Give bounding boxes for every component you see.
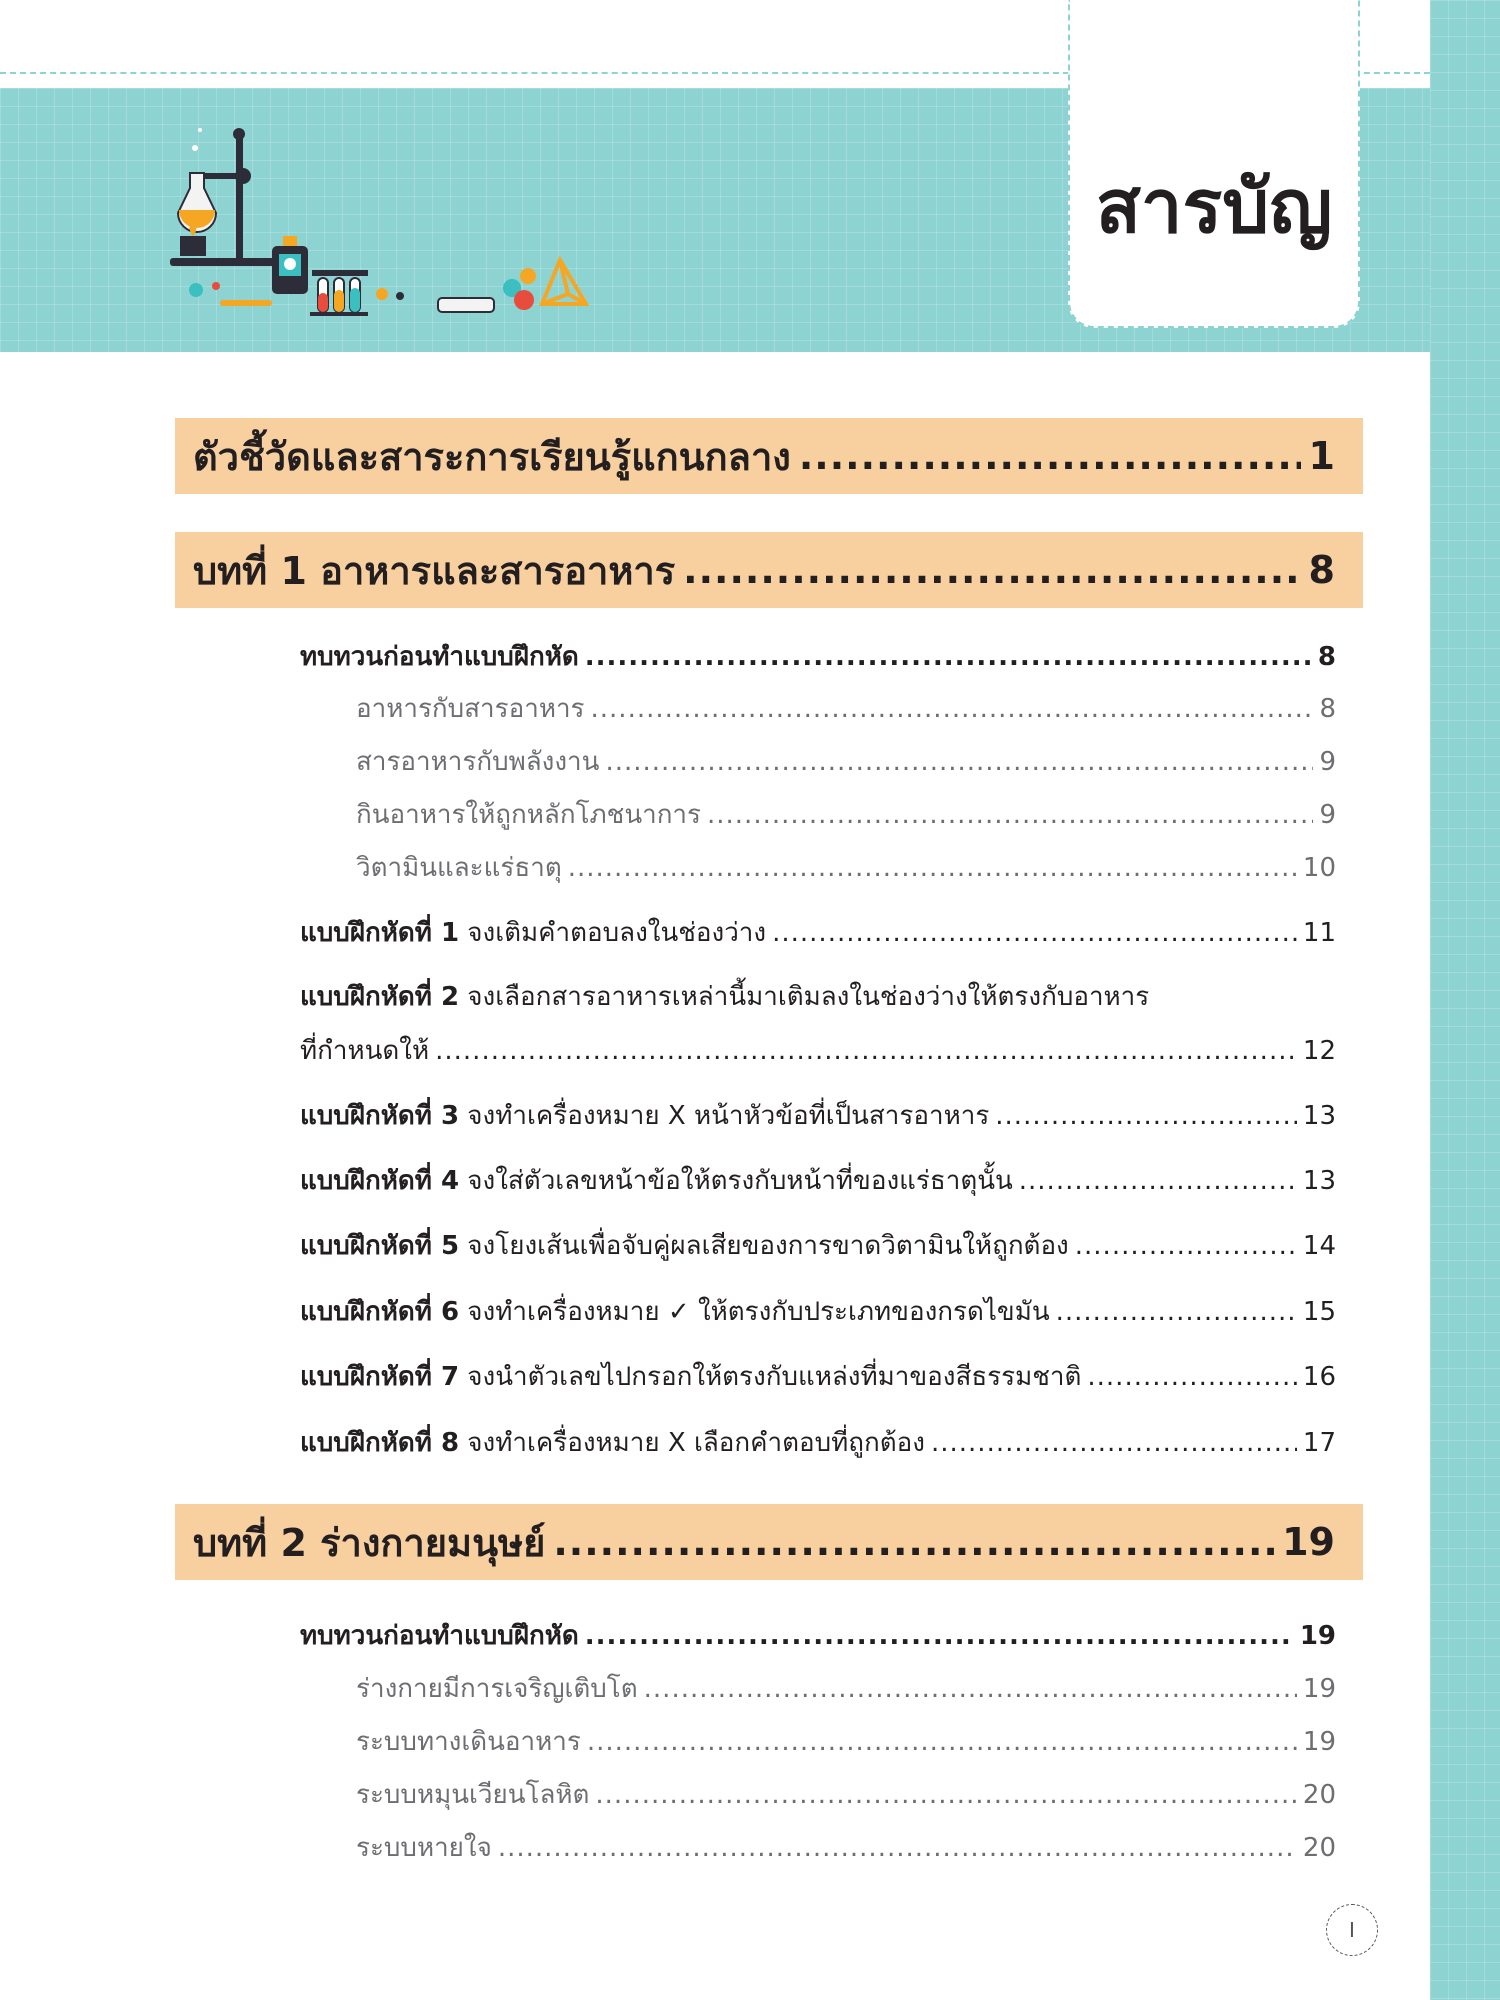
- exercise-label: แบบฝึกหัดที่ 6: [300, 1297, 460, 1327]
- leader-dots: [931, 1428, 1297, 1458]
- exercise-page: 13: [1302, 1166, 1336, 1196]
- exercise-label: แบบฝึกหัดที่ 3: [300, 1101, 460, 1131]
- topic-page: 20: [1302, 1780, 1336, 1810]
- leader-dots: [707, 800, 1313, 830]
- exercise-text: จงทำเครื่องหมาย X หน้าหัวข้อที่เป็นสารอาหาร: [459, 1101, 990, 1131]
- exercise-text: จงนำตัวเลขไปกรอกให้ตรงกับแหล่งที่มาของสีธรรมชาติ: [459, 1362, 1082, 1392]
- leader-dots: [587, 1727, 1297, 1757]
- leader-dots: [772, 918, 1297, 948]
- leader-dots: [591, 694, 1314, 724]
- topic-title: อาหารกับสารอาหาร: [356, 694, 585, 724]
- toc-chapter-1-title: บทที่ 1 อาหารและสารอาหาร: [193, 548, 676, 593]
- topic-page: 9: [1319, 747, 1336, 777]
- leader-dots: [585, 642, 1312, 672]
- leader-dots: [1075, 1231, 1297, 1261]
- page-number: I: [1326, 1904, 1378, 1956]
- review-page: 19: [1299, 1621, 1336, 1651]
- leader-dots: [435, 1036, 1297, 1066]
- exercise-text: จงทำเครื่องหมาย ✓ ให้ตรงกับประเภทของกรดไขมัน: [459, 1297, 1050, 1327]
- exercise-label: แบบฝึกหัดที่ 2: [300, 982, 460, 1012]
- exercise-text: จงเลือกสารอาหารเหล่านี้มาเติมลงในช่องว่างให้ตรงกับอาหาร: [459, 982, 1150, 1012]
- lab-equipment-icon: [150, 118, 600, 328]
- toc-chapter-2-title: บทที่ 2 ร่างกายมนุษย์: [193, 1520, 546, 1565]
- toc-chapter-1-review[interactable]: [300, 636, 1336, 680]
- toc-chapter-2-review[interactable]: [300, 1615, 1336, 1659]
- exercise-page: 14: [1302, 1231, 1336, 1261]
- exercise-text-continued: ที่กำหนดให้: [300, 1036, 430, 1066]
- topic-title: ระบบทางเดินอาหาร: [356, 1727, 581, 1757]
- topic-page: 10: [1302, 853, 1336, 883]
- topic-title: ร่างกายมีการเจริญเติบโต: [356, 1674, 638, 1704]
- exercise-page: 12: [1302, 1036, 1336, 1066]
- topic-title: วิตามินและแร่ธาตุ: [356, 853, 562, 883]
- leader-dots: [1019, 1166, 1297, 1196]
- leader-dots: [595, 1780, 1297, 1810]
- leader-dots: [799, 434, 1301, 478]
- right-decor-strip: [1430, 0, 1500, 2000]
- toc-topic[interactable]: [356, 1721, 1336, 1765]
- review-title: ทบทวนก่อนทำแบบฝึกหัด: [300, 1621, 579, 1651]
- topic-title: ระบบหายใจ: [356, 1833, 492, 1863]
- toc-exercise[interactable]: [300, 1291, 1336, 1335]
- exercise-label: แบบฝึกหัดที่ 1: [300, 918, 460, 948]
- toc-topic[interactable]: [356, 794, 1336, 838]
- leader-dots: [1087, 1362, 1297, 1392]
- leader-dots: [683, 548, 1300, 592]
- exercise-page: 15: [1302, 1297, 1336, 1327]
- leader-dots: [995, 1101, 1297, 1131]
- topic-page: 8: [1319, 694, 1336, 724]
- toc-exercise[interactable]: [300, 912, 1336, 956]
- leader-dots: [498, 1833, 1297, 1863]
- topic-page: 9: [1319, 800, 1336, 830]
- exercise-text: จงเติมคำตอบลงในช่องว่าง: [459, 918, 767, 948]
- exercise-label: แบบฝึกหัดที่ 8: [300, 1428, 460, 1458]
- toc-exercise-2-line2[interactable]: [300, 1030, 1336, 1074]
- toc-indicators-page: 1: [1308, 434, 1335, 478]
- toc-exercise-2-line1[interactable]: [300, 976, 1336, 1017]
- toc-chapter-2-page: 19: [1282, 1520, 1335, 1564]
- title-tab: [1068, 0, 1360, 328]
- toc-exercise[interactable]: [300, 1356, 1336, 1400]
- toc-exercise[interactable]: [300, 1095, 1336, 1139]
- leader-dots: [1056, 1297, 1297, 1327]
- exercise-text: จงโยงเส้นเพื่อจับคู่ผลเสียของการขาดวิตามินให้ถูกต้อง: [459, 1231, 1069, 1261]
- toc-chapter-1[interactable]: [175, 532, 1363, 608]
- toc-exercise[interactable]: [300, 1225, 1336, 1269]
- review-title: ทบทวนก่อนทำแบบฝึกหัด: [300, 642, 579, 672]
- toc-indicators-title: ตัวชี้วัดและสาระการเรียนรู้แกนกลาง: [193, 434, 791, 479]
- topic-page: 19: [1302, 1727, 1336, 1757]
- exercise-text: จงทำเครื่องหมาย X เลือกคำตอบที่ถูกต้อง: [459, 1428, 925, 1458]
- toc-indicators[interactable]: [175, 418, 1363, 494]
- page-title: สารบัญ: [1095, 164, 1333, 250]
- topic-title: ระบบหมุนเวียนโลหิต: [356, 1780, 590, 1810]
- review-page: 8: [1317, 642, 1336, 672]
- exercise-label: แบบฝึกหัดที่ 5: [300, 1231, 460, 1261]
- toc-topic[interactable]: [356, 1774, 1336, 1818]
- toc-chapter-1-page: 8: [1308, 548, 1335, 592]
- topic-title: กินอาหารให้ถูกหลักโภชนาการ: [356, 800, 701, 830]
- exercise-page: 11: [1302, 918, 1336, 948]
- exercise-label: แบบฝึกหัดที่ 4: [300, 1166, 460, 1196]
- toc-exercise[interactable]: [300, 1422, 1336, 1466]
- leader-dots: [644, 1674, 1297, 1704]
- leader-dots: [605, 747, 1313, 777]
- exercise-label: แบบฝึกหัดที่ 7: [300, 1362, 460, 1392]
- toc-topic[interactable]: [356, 847, 1336, 891]
- toc-topic[interactable]: [356, 688, 1336, 732]
- topic-page: 19: [1302, 1674, 1336, 1704]
- leader-dots: [585, 1621, 1294, 1651]
- exercise-text: จงใส่ตัวเลขหน้าข้อให้ตรงกับหน้าที่ของแร่ธาตุนั้น: [459, 1166, 1013, 1196]
- exercise-page: 17: [1302, 1428, 1336, 1458]
- leader-dots: [568, 853, 1297, 883]
- exercise-page: 16: [1302, 1362, 1336, 1392]
- topic-title: สารอาหารกับพลังงาน: [356, 747, 600, 777]
- toc-topic[interactable]: [356, 741, 1336, 785]
- toc-chapter-2[interactable]: [175, 1504, 1363, 1580]
- toc-exercise[interactable]: [300, 1160, 1336, 1204]
- toc-topic[interactable]: [356, 1827, 1336, 1871]
- topic-page: 20: [1302, 1833, 1336, 1863]
- toc-topic[interactable]: [356, 1668, 1336, 1712]
- leader-dots: [553, 1520, 1274, 1564]
- exercise-page: 13: [1302, 1101, 1336, 1131]
